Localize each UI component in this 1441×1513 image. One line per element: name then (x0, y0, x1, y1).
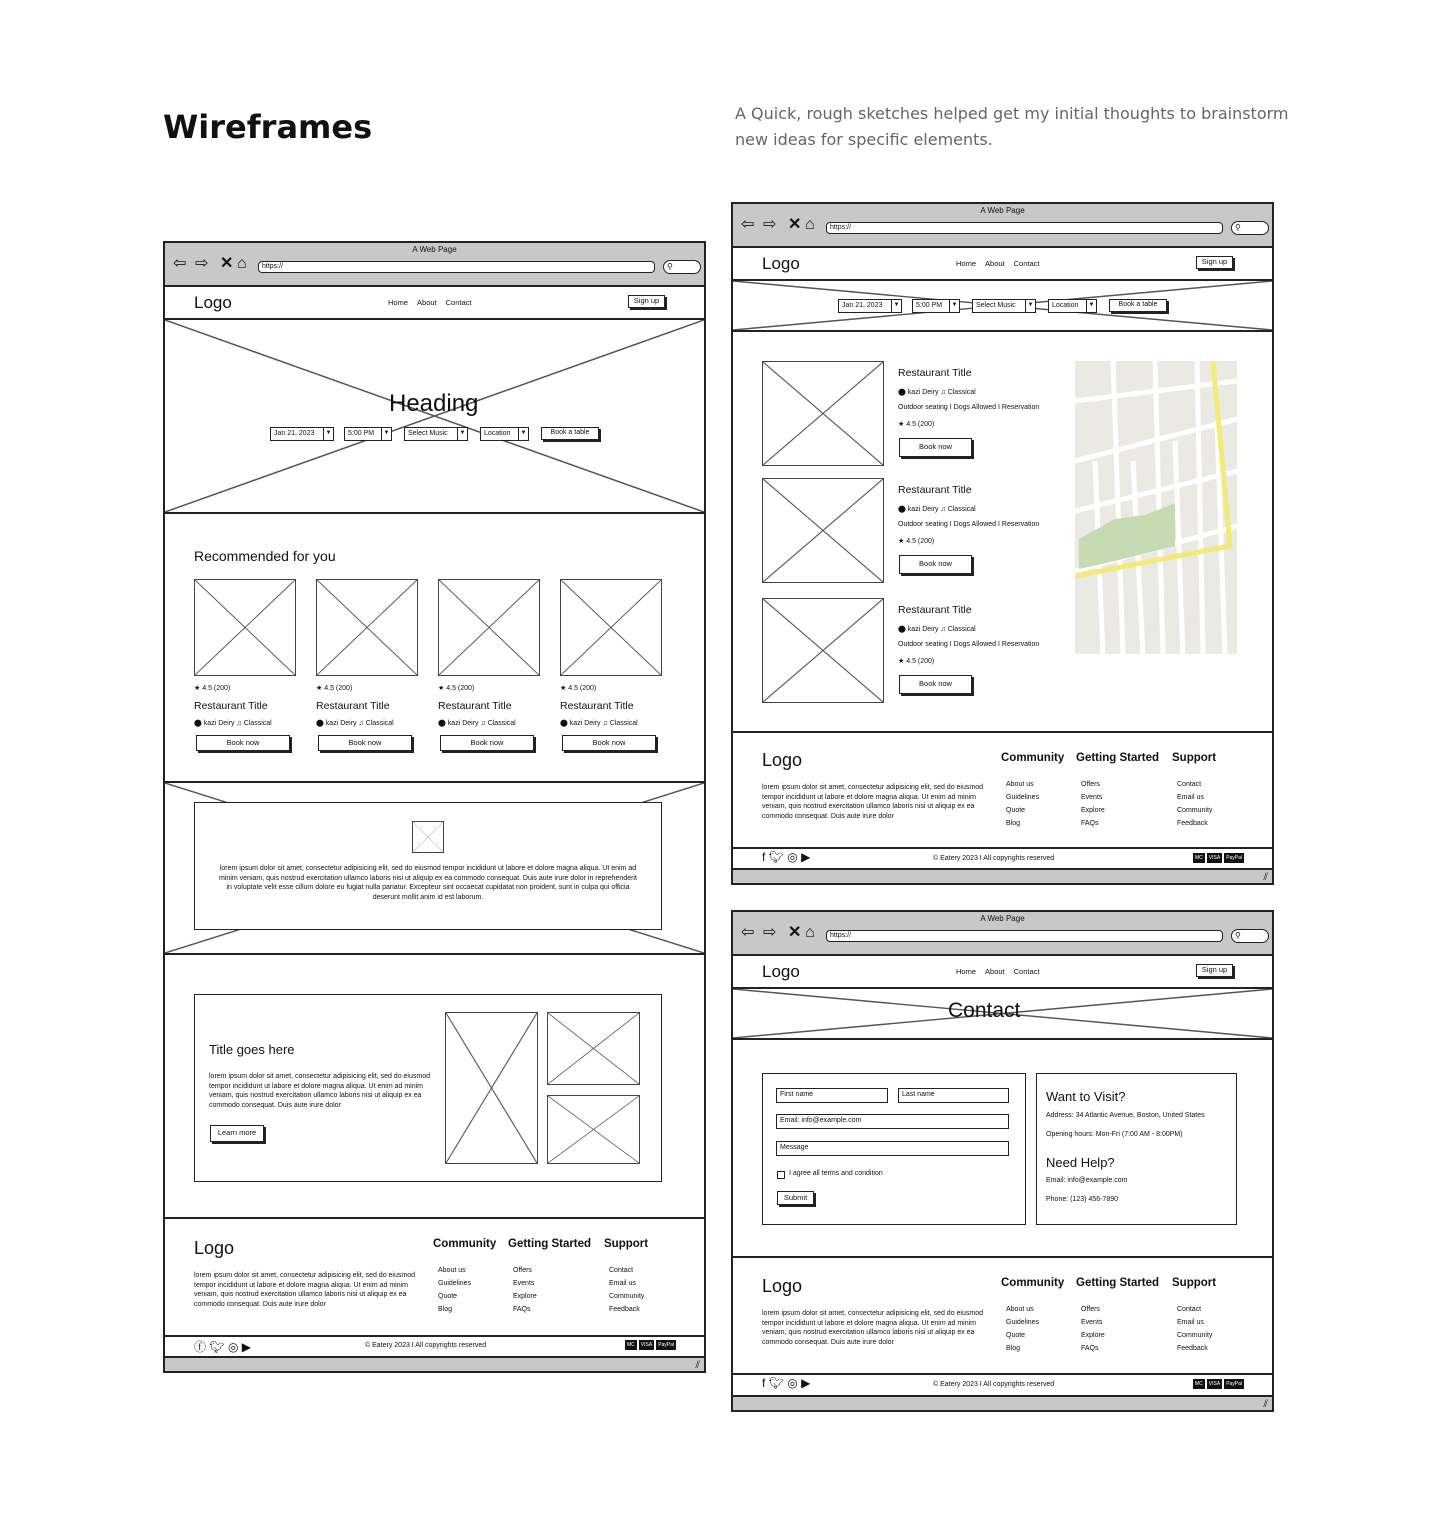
feature-title: Title goes here (209, 1042, 295, 1057)
listing-title: Restaurant Title (898, 367, 972, 379)
book-now-button[interactable]: Book now (562, 735, 656, 751)
nav-menu (388, 298, 480, 307)
star-icon: ★ (898, 538, 905, 545)
card-title: Restaurant Title (194, 700, 268, 712)
footer-link[interactable]: Contact Email us Community Feedback (1177, 781, 1213, 827)
feature-image-large (445, 1012, 538, 1164)
listing-meta: ⬤ kazi Deiry ♫ Classical (898, 626, 976, 633)
copyright: © Eatery 2023 I All copyrights reserved (933, 1381, 1055, 1388)
status-bar (733, 868, 1272, 883)
logo: Logo (762, 962, 800, 981)
music-note-icon: ♫ (940, 389, 946, 396)
instagram-icon[interactable]: ◎ (787, 850, 798, 864)
footer-top-divider (733, 1256, 1272, 1258)
footer-link[interactable]: Offers Events Explore FAQs (1081, 781, 1105, 827)
signup-button[interactable]: Sign up (1196, 256, 1233, 269)
footer-link[interactable]: About us Guidelines Quote Blog (438, 1267, 472, 1313)
intro-text: A Quick, rough sketches helped get my initial thoughts to brainstorm new ideas for specific elements. (735, 104, 1289, 149)
date-select[interactable]: Jan 21, 2023 ▼ (838, 299, 902, 313)
footer-col-community: Community (433, 1238, 497, 1250)
signup-button[interactable]: Sign up (1196, 964, 1233, 977)
browser-bar (733, 204, 1272, 248)
logo: Logo (194, 293, 232, 312)
window-title: A Web Page (980, 206, 1025, 215)
facebook-icon[interactable]: ⓕ (194, 1340, 207, 1354)
book-now-button[interactable]: Book now (899, 555, 972, 574)
nav-contact[interactable]: Contact (1013, 967, 1040, 976)
book-now-button[interactable]: Book now (899, 438, 972, 457)
footer-col-support: Support (1172, 1277, 1217, 1289)
footer-link[interactable]: Contact Email us Community Feedback (1177, 1306, 1213, 1352)
message-field[interactable]: Message (776, 1141, 1009, 1156)
forward-icon[interactable]: ⇨ (763, 216, 777, 233)
site-header (733, 956, 1272, 989)
card-rating: ★ 4.5 (200) (316, 685, 353, 692)
instagram-icon[interactable]: ◎ (787, 1376, 798, 1390)
card-rating: ★ 4.5 (200) (194, 685, 231, 692)
payment-icons (625, 1340, 676, 1350)
feature-image-top (547, 1012, 640, 1085)
listing-amenities: Outdoor seating I Dogs Allowed I Reservation (898, 404, 1040, 411)
footer-divider (733, 847, 1272, 849)
music-note-icon: ♫ (358, 720, 364, 727)
close-icon[interactable]: ✕ (220, 255, 234, 272)
page-title: Wireframes (163, 108, 373, 146)
last-name-field[interactable]: Last name (898, 1088, 1009, 1103)
back-icon[interactable]: ⇦ (741, 924, 755, 941)
location-pin-icon: ⬤ (898, 389, 906, 396)
card-title: Restaurant Title (316, 700, 390, 712)
visa-icon: VISA (1208, 1381, 1221, 1387)
card-image (560, 579, 662, 676)
footer-divider (733, 1373, 1272, 1375)
paypal-icon: PayPal (1226, 855, 1243, 861)
footer-logo: Logo (762, 750, 803, 770)
visa-icon: VISA (1208, 855, 1221, 861)
banner-text: lorem ipsum dolor sit amet, consectetur adipisicing elit, sed do eiusmod tempor incididunt ut labore et dolore magna aliqua. Ut enim ad minim veniam, quis nostrud exercitation ullamco laboris nisi ut aliquip ex ea commodo consequat. Duis aute irure dolor in reprehenderit in voluptate velit esse cillum dolore eu fugiat nulla pariatur. Excepteur sint occaecat cupidatat non proident, sunt in culpa qui officia deserunt mollit anim id est laborum. (219, 865, 637, 901)
book-now-button[interactable]: Book now (196, 735, 290, 751)
facebook-icon[interactable]: f (762, 1376, 766, 1390)
listing-image (762, 361, 884, 466)
search-icon[interactable]: ⚲ (1231, 929, 1269, 943)
footer-link[interactable]: About us Guidelines Quote Blog (1006, 781, 1040, 827)
listing-rating: ★ 4.5 (200) (898, 421, 935, 428)
star-icon: ★ (316, 685, 323, 692)
opening-hours: Opening hours: Mon-Fri (7:00 AM - 8:00PM) (1046, 1131, 1183, 1138)
resize-grip-icon[interactable]: ⫽ (695, 1360, 700, 1371)
location-select[interactable]: Location ▼ (480, 427, 529, 441)
recommended-heading: Recommended for you (194, 548, 336, 564)
browser-bar (733, 912, 1272, 956)
card-meta: ⬤ kazi Deiry ♫ Classical (316, 720, 394, 727)
feature-text: lorem ipsum dolor sit amet, consectetur adipisicing elit, sed do eiusmod tempor incididunt ut labore et dolore magna aliqua. Ut enim ad minim veniam, quis nostrud exercitation ullamco laboris nisi ut aliquip ex ea commodo consequat. Duis aute irure dolor (209, 1073, 430, 1109)
forward-icon[interactable]: ⇨ (763, 924, 777, 941)
location-pin-icon: ⬤ (438, 720, 446, 727)
address: Address: 34 Atlantic Avenue, Boston, United States (1046, 1112, 1205, 1119)
card-meta: ⬤ kazi Deiry ♫ Classical (194, 720, 272, 727)
twitter-icon[interactable]: 🐦︎ (209, 1340, 225, 1354)
paypal-icon: PayPal (658, 1342, 675, 1348)
music-note-icon: ♫ (236, 720, 242, 727)
resize-grip-icon[interactable]: ⫽ (1263, 1399, 1268, 1410)
youtube-icon[interactable]: ▶ (801, 1376, 811, 1390)
contact-wireframe (731, 910, 1274, 1412)
feature-section (165, 957, 704, 1219)
mastercard-icon: MC (627, 1342, 635, 1348)
card-meta: ⬤ kazi Deiry ♫ Classical (438, 720, 516, 727)
card-image (438, 579, 540, 676)
home-wireframe (163, 241, 706, 1373)
browser-bar (165, 243, 704, 287)
book-now-button[interactable]: Book now (318, 735, 412, 751)
learn-more-button[interactable]: Learn more (210, 1125, 264, 1142)
contact-info (1036, 1073, 1237, 1225)
listing-title: Restaurant Title (898, 484, 972, 496)
footer-link[interactable]: Offers Events Explore FAQs (513, 1267, 537, 1313)
nav-about[interactable]: About (985, 259, 1005, 268)
contact-hero (733, 989, 1272, 1040)
nav-contact[interactable]: Contact (445, 298, 472, 307)
location-pin-icon: ⬤ (898, 626, 906, 633)
copyright: © Eatery 2023 I All copyrights reserved (933, 855, 1055, 862)
music-note-icon: ♫ (940, 506, 946, 513)
listing-title: Restaurant Title (898, 604, 972, 616)
contact-heading: Contact (948, 999, 1021, 1022)
home-icon[interactable]: ⌂ (805, 924, 815, 941)
youtube-icon[interactable]: ▶ (801, 850, 811, 864)
nav-contact[interactable]: Contact (1013, 259, 1040, 268)
date-select[interactable]: Jan 21, 2023 ▼ (270, 427, 334, 441)
music-note-icon: ♫ (480, 720, 486, 727)
music-select[interactable]: Select Music ▼ (972, 299, 1036, 313)
location-select[interactable]: Location ▼ (1048, 299, 1097, 313)
location-pin-icon: ⬤ (316, 720, 324, 727)
footer-logo: Logo (194, 1238, 235, 1258)
hero-image (165, 320, 704, 514)
footer-link[interactable]: Offers Events Explore FAQs (1081, 1306, 1105, 1352)
book-now-button[interactable]: Book now (440, 735, 534, 751)
star-icon: ★ (898, 421, 905, 428)
book-table-button[interactable]: Book a table (1109, 299, 1167, 312)
contact-email: Email: info@example.com (1046, 1177, 1128, 1184)
footer-link[interactable]: Contact Email us Community Feedback (609, 1267, 645, 1313)
listing-image (762, 598, 884, 703)
footer-text: lorem ipsum dolor sit amet, consectetur adipisicing elit, sed do eiusmod tempor incididunt ut labore et dolore magna aliqua. Ut enim ad minim veniam, quis nostrud exercitation ullamco laboris nisi ut aliquip ex ea commodo consequat. Duis aute irure dolor (762, 784, 983, 820)
window-title: A Web Page (412, 245, 457, 254)
status-bar (733, 1395, 1272, 1410)
card-title: Restaurant Title (560, 700, 634, 712)
listing-meta: ⬤ kazi Deiry ♫ Classical (898, 506, 976, 513)
card-image (194, 579, 296, 676)
resize-grip-icon[interactable]: ⫽ (1263, 872, 1268, 883)
logo: Logo (762, 254, 800, 273)
home-icon[interactable]: ⌂ (805, 216, 815, 233)
card-rating: ★ 4.5 (200) (560, 685, 597, 692)
url-field[interactable]: https:// (826, 222, 1223, 234)
facebook-icon[interactable]: f (762, 850, 766, 864)
card-image (316, 579, 418, 676)
feature-card (194, 994, 662, 1182)
back-icon[interactable]: ⇦ (741, 216, 755, 233)
nav-menu (956, 259, 1048, 268)
footer-col-getting-started: Getting Started (1076, 1277, 1160, 1289)
banner-section (165, 783, 704, 955)
window-title: A Web Page (980, 914, 1025, 923)
url-field[interactable]: https:// (258, 261, 655, 273)
social-icons (194, 1338, 251, 1355)
terms-checkbox[interactable] (777, 1171, 785, 1179)
help-title: Need Help? (1046, 1155, 1115, 1170)
footer-col-support: Support (604, 1238, 649, 1250)
book-now-button[interactable]: Book now (899, 675, 972, 694)
nav-home[interactable]: Home (956, 259, 977, 268)
listing-wireframe (731, 202, 1274, 885)
payment-icons (1193, 853, 1244, 863)
copyright: © Eatery 2023 I All copyrights reserved (365, 1342, 487, 1349)
footer-col-support: Support (1172, 752, 1217, 764)
contact-phone: Phone: (123) 456-7890 (1046, 1196, 1118, 1203)
nav-home[interactable]: Home (388, 298, 409, 307)
close-icon[interactable]: ✕ (788, 216, 802, 233)
forward-icon[interactable]: ⇨ (195, 255, 209, 272)
location-pin-icon: ⬤ (194, 720, 202, 727)
visit-title: Want to Visit? (1046, 1089, 1126, 1104)
footer-text: lorem ipsum dolor sit amet, consectetur adipisicing elit, sed do eiusmod tempor incididunt ut labore et dolore magna aliqua. Ut enim ad minim veniam, quis nostrud exercitation ullamco laboris nisi ut aliquip ex ea commodo consequat. Duis aute irure dolor (762, 1310, 983, 1346)
footer-col-getting-started: Getting Started (1076, 752, 1160, 764)
footer-divider (165, 1335, 704, 1337)
site-header (165, 287, 704, 320)
home-icon[interactable]: ⌂ (237, 255, 247, 272)
banner-image (412, 821, 444, 853)
feature-image-bottom (547, 1095, 640, 1164)
submit-button[interactable]: Submit (777, 1191, 814, 1205)
search-icon[interactable]: ⚲ (1231, 221, 1269, 235)
footer-text: lorem ipsum dolor sit amet, consectetur adipisicing elit, sed do eiusmod tempor incididunt ut labore et dolore magna aliqua. Ut enim ad minim veniam, quis nostrud exercitation ullamco laboris nisi ut aliquip ex ea commodo consequat. Duis aute irure dolor (194, 1272, 415, 1308)
star-icon: ★ (438, 685, 445, 692)
time-select[interactable]: 5:00 PM ▼ (912, 299, 960, 313)
music-select[interactable]: Select Music ▼ (404, 427, 468, 441)
nav-menu (956, 967, 1048, 976)
paypal-icon: PayPal (1226, 1381, 1243, 1387)
listing-meta: ⬤ kazi Deiry ♫ Classical (898, 389, 976, 396)
footer-top-divider (733, 731, 1272, 733)
listing-rating: ★ 4.5 (200) (898, 538, 935, 545)
visa-icon: VISA (640, 1342, 653, 1348)
star-icon: ★ (194, 685, 201, 692)
filter-banner (733, 281, 1272, 332)
url-field[interactable]: https:// (826, 930, 1223, 942)
listing-amenities: Outdoor seating I Dogs Allowed I Reservation (898, 521, 1040, 528)
youtube-icon[interactable]: ▶ (241, 1340, 251, 1354)
music-note-icon: ♫ (602, 720, 608, 727)
footer-col-community: Community (1001, 1277, 1065, 1289)
social-icons (762, 850, 810, 864)
footer-logo: Logo (762, 1276, 803, 1296)
star-icon: ★ (898, 658, 905, 665)
footer-link[interactable]: About us Guidelines Quote Blog (1006, 1306, 1040, 1352)
book-table-button[interactable]: Book a table (541, 427, 599, 440)
listing-rating: ★ 4.5 (200) (898, 658, 935, 665)
listing-amenities: Outdoor seating I Dogs Allowed I Reservation (898, 641, 1040, 648)
mastercard-icon: MC (1195, 1381, 1203, 1387)
mastercard-icon: MC (1195, 855, 1203, 861)
nav-about[interactable]: About (985, 967, 1005, 976)
location-pin-icon: ⬤ (898, 506, 906, 513)
social-icons (762, 1376, 810, 1390)
payment-icons (1193, 1379, 1244, 1389)
site-header (733, 248, 1272, 281)
search-icon[interactable]: ⚲ (663, 260, 701, 274)
nav-about[interactable]: About (417, 298, 437, 307)
listing-image (762, 478, 884, 583)
time-select[interactable]: 5:00 PM ▼ (344, 427, 392, 441)
first-name-field[interactable]: First name (776, 1088, 888, 1103)
card-title: Restaurant Title (438, 700, 512, 712)
banner-card (194, 802, 662, 930)
footer-col-community: Community (1001, 752, 1065, 764)
back-icon[interactable]: ⇦ (173, 255, 187, 272)
location-pin-icon: ⬤ (560, 720, 568, 727)
terms-label: I agree all terms and condition (789, 1170, 883, 1177)
email-field[interactable]: Email: info@example.com (776, 1114, 1009, 1129)
card-meta: ⬤ kazi Deiry ♫ Classical (560, 720, 638, 727)
status-bar (165, 1356, 704, 1371)
contact-form (762, 1073, 1026, 1225)
music-note-icon: ♫ (940, 626, 946, 633)
card-rating: ★ 4.5 (200) (438, 685, 475, 692)
nav-home[interactable]: Home (956, 967, 977, 976)
twitter-icon[interactable]: 🐦︎ (768, 1376, 784, 1390)
footer-col-getting-started: Getting Started (508, 1238, 592, 1250)
hero-heading: Heading (389, 390, 479, 417)
star-icon: ★ (560, 685, 567, 692)
close-icon[interactable]: ✕ (788, 924, 802, 941)
map[interactable] (1075, 361, 1237, 654)
signup-button[interactable]: Sign up (628, 295, 665, 308)
twitter-icon[interactable]: 🐦︎ (768, 850, 784, 864)
instagram-icon[interactable]: ◎ (227, 1340, 239, 1354)
